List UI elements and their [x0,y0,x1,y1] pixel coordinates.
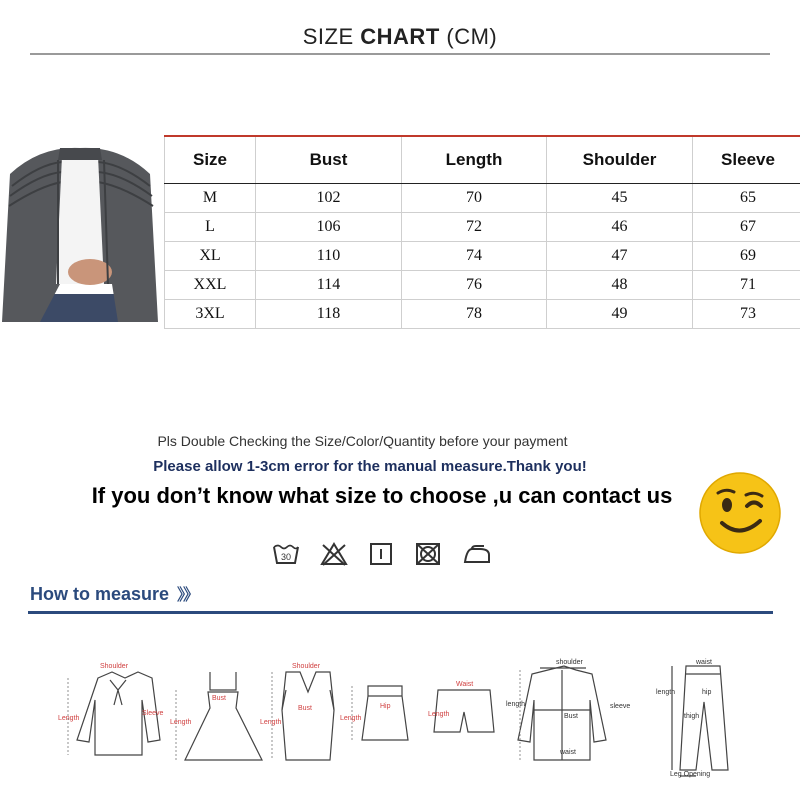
bust-label: Bust [564,713,578,720]
table-cell: 71 [693,271,800,300]
shoulder-label: Shoulder [100,663,129,670]
length-label: Length [340,715,362,722]
how-to-measure-divider [28,611,773,614]
note-measure-error: Please allow 1-3cm error for the manual measure.Thank you! [0,458,740,475]
length-label: Length [260,719,282,726]
jacket-diagram [518,666,606,760]
title-bold: CHART [360,24,440,49]
model-photo [0,134,160,322]
table-cell: 65 [693,184,800,213]
table-cell: 118 [256,300,402,329]
how-to-measure-heading [30,582,197,605]
shoulder-label: shoulder [556,659,584,666]
care-icons-row [0,541,764,567]
sleeve-label: sleeve [610,703,630,710]
length-label: Length [170,719,192,726]
table-cell: 3XL [165,300,256,329]
hip-label: hip [702,689,711,696]
no-bleach-icon [320,541,348,567]
table-cell: 114 [256,271,402,300]
table-cell: 74 [402,242,547,271]
column-header: Shoulder [547,136,693,184]
sleeve-label: Sleeve [142,710,164,717]
table-row [165,300,800,329]
skirt-diagram [362,686,408,740]
table-cell: 72 [402,213,547,242]
wash-30-icon [272,541,300,567]
table-cell: 73 [693,300,800,329]
table-header-row [165,136,800,184]
table-cell: 69 [693,242,800,271]
title-suffix: (CM) [440,24,497,49]
measurement-diagrams [0,650,800,800]
no-tumble-dry-icon [414,541,442,567]
column-header: Length [402,136,547,184]
page-title [0,24,800,50]
note-contact-us: If you don’t know what size to choose ,u can contact us [0,483,764,509]
shoulder-label: Shoulder [292,663,321,670]
title-divider [30,53,770,55]
bust-label: Bust [212,695,226,702]
wash-temp-label: 30 [281,552,291,562]
table-row [165,213,800,242]
table-cell: 67 [693,213,800,242]
waist-label: waist [559,749,576,756]
tumble-dry-icon [368,541,394,567]
table-cell: 70 [402,184,547,213]
waist-label: Waist [456,681,473,688]
leg-opening-label: Leg Opening [670,771,710,778]
table-cell: 48 [547,271,693,300]
table-cell: 49 [547,300,693,329]
bust-label: Bust [298,705,312,712]
table-cell: 47 [547,242,693,271]
table-cell: 76 [402,271,547,300]
waist-label: waist [695,659,712,666]
table-cell: 110 [256,242,402,271]
table-cell: 102 [256,184,402,213]
table-cell: L [165,213,256,242]
table-row [165,242,800,271]
table-cell: XL [165,242,256,271]
pants-diagram [672,666,728,776]
length-label: Length [428,711,450,718]
table-cell: XXL [165,271,256,300]
table-cell: 46 [547,213,693,242]
length-label: length [506,701,525,708]
note-check-size: Pls Double Checking the Size/Color/Quantity before your payment [0,433,725,449]
table-cell: 78 [402,300,547,329]
table-row [165,184,800,213]
size-chart-table [164,135,800,329]
iron-icon [462,541,492,567]
dress-diagram [185,672,262,760]
column-header: Sleeve [693,136,800,184]
table-cell: 106 [256,213,402,242]
table-cell: M [165,184,256,213]
tank-diagram [282,672,334,760]
hip-label: Hip [380,703,391,710]
thigh-label: thigh [684,713,699,720]
double-chevron-icon: 》》 [177,587,197,604]
column-header: Size [165,136,256,184]
table-cell: 45 [547,184,693,213]
length-label: length [656,689,675,696]
table-row [165,271,800,300]
column-header: Bust [256,136,402,184]
how-to-measure-label: How to measure [30,584,169,604]
length-label: Length [58,715,80,722]
title-prefix: SIZE [303,24,361,49]
